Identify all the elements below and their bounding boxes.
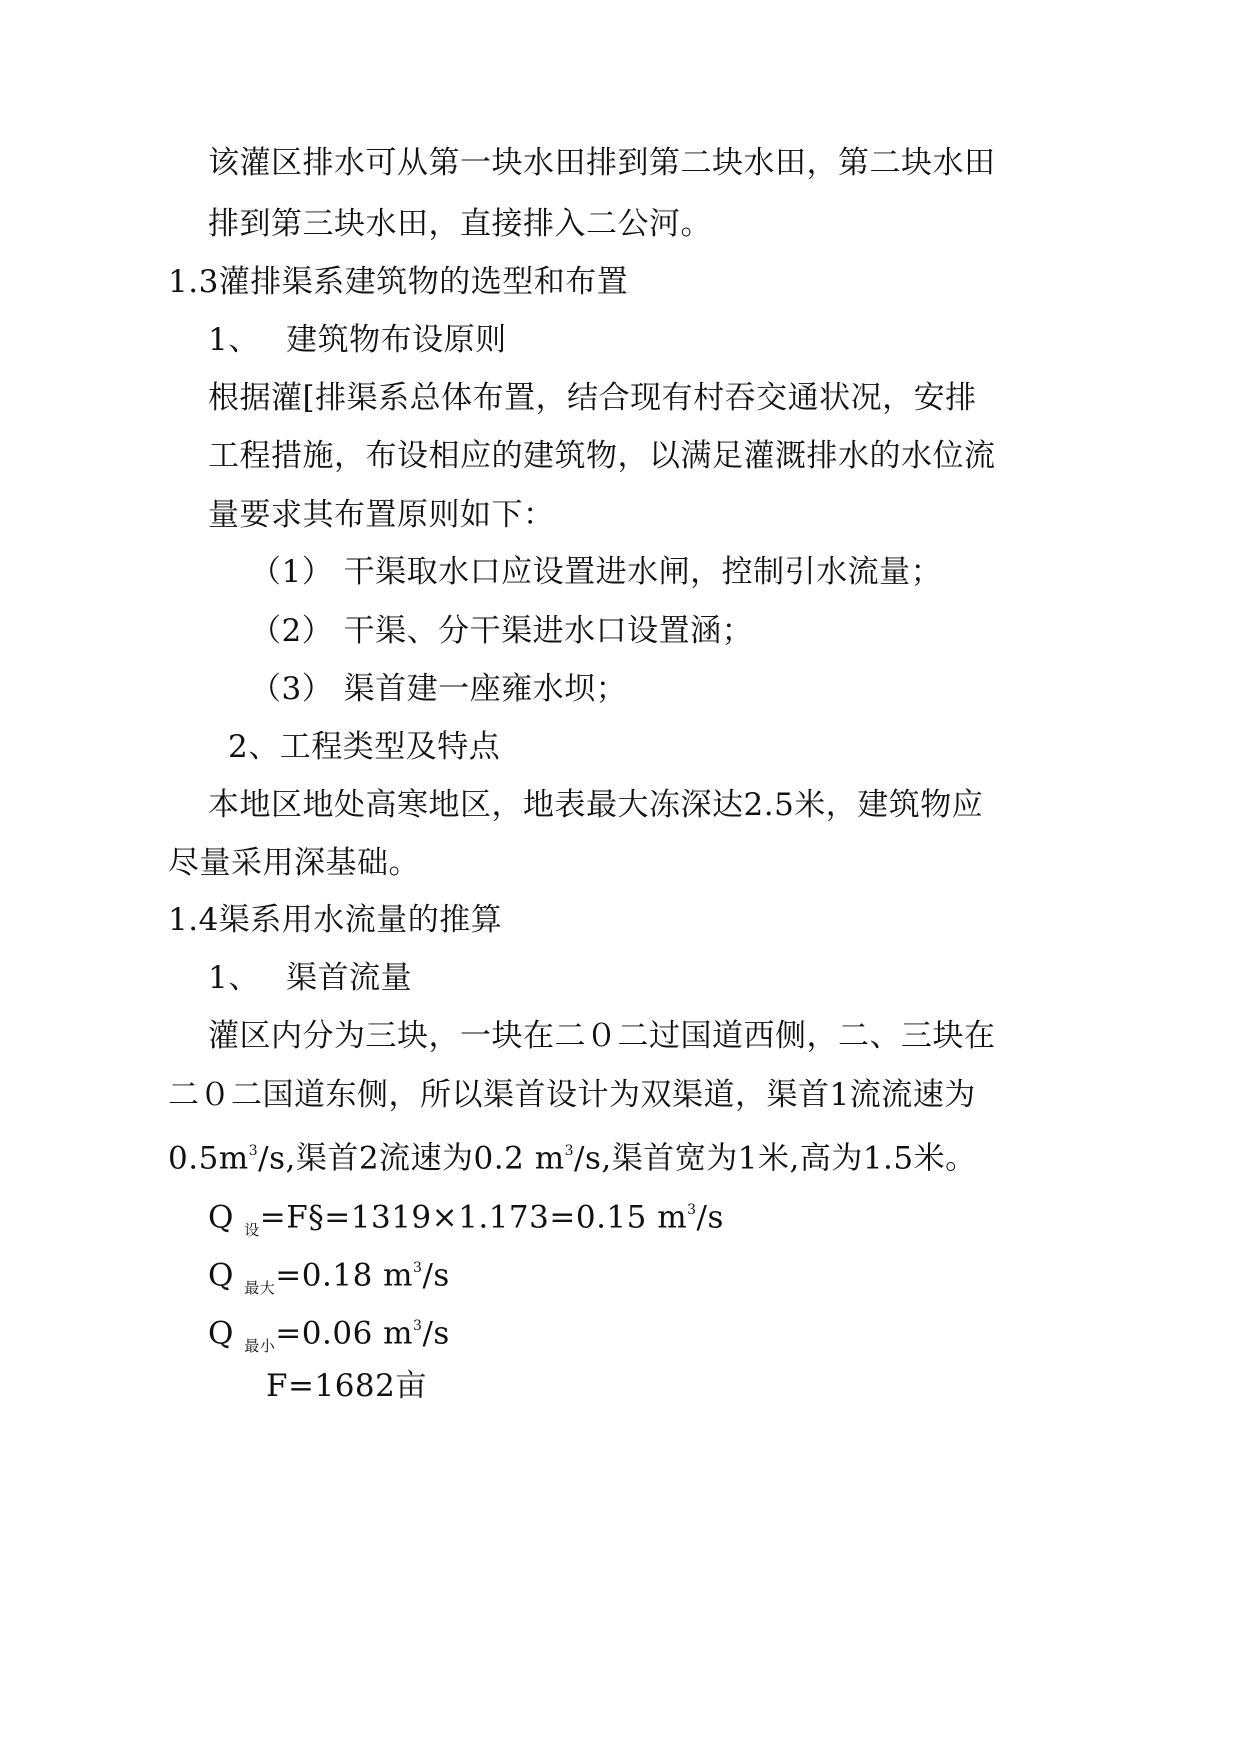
list-item-project-types: 2、工程类型及特点 [228, 729, 501, 765]
superscript-3: 3 [413, 1260, 423, 1276]
superscript-3: 3 [413, 1318, 423, 1334]
paragraph-4-line-1: 灌区内分为三块，一块在二０二过国道西侧，二、三块在 [208, 1018, 996, 1054]
paragraph-4-line-3 [168, 1133, 977, 1178]
formula-area: F=1682亩 [266, 1368, 427, 1404]
q-subscript-max: 最大 [244, 1279, 276, 1298]
principle-item-3: （3） 渠首建一座雍水坝； [250, 671, 628, 707]
formula-q-min [208, 1308, 450, 1358]
q-symbol: Q [208, 1257, 234, 1294]
q-subscript-design: 设 [244, 1221, 260, 1240]
superscript-3: 3 [564, 1143, 575, 1159]
formula-q-design [208, 1192, 724, 1242]
section-heading-1-4: 1.4渠系用水流量的推算 [168, 902, 503, 938]
principle-item-2: （2） 干渠、分干渠进水口设置涵； [250, 613, 754, 649]
q-symbol: Q [208, 1315, 234, 1352]
paragraph-1-line-1: 该灌区排水可从第一块水田排到第二块水田，第二块水田 [208, 145, 996, 181]
paragraph-2-line-1: 根据灌[排渠系总体布置，结合现有村吞交通状况，安排 [208, 380, 977, 416]
list-item-principles: 1、 建筑物布设原则 [208, 322, 507, 358]
unit-per-second: /s [422, 1315, 450, 1352]
paragraph-2-line-2: 工程措施，布设相应的建筑物，以满足灌溉排水的水位流 [208, 438, 996, 474]
q-max-expression: =0.18 m [275, 1257, 414, 1294]
principle-item-1: （1） 干渠取水口应设置进水闸，控制引水流量； [250, 554, 943, 590]
unit-per-second: /s [696, 1199, 724, 1236]
q-min-expression: =0.06 m [275, 1315, 414, 1352]
flow-text-c: /s,渠首宽为1米,高为1.5米。 [574, 1140, 977, 1177]
flow-text-a: 0.5m [168, 1140, 249, 1177]
q-subscript-min: 最小 [244, 1337, 276, 1356]
paragraph-4-line-2: 二０二国道东侧，所以渠首设计为双渠道，渠首1流流速为 [168, 1077, 976, 1113]
q-symbol: Q [208, 1199, 234, 1236]
paragraph-1-line-2: 排到第三块水田，直接排入二公河。 [208, 206, 712, 242]
superscript-3: 3 [248, 1143, 259, 1159]
paragraph-3-line-1: 本地区地处高寒地区，地表最大冻深达2.5米，建筑物应 [208, 787, 984, 823]
formula-q-max [208, 1250, 450, 1300]
q-design-expression: =F§=1319×1.173=0.15 m [259, 1199, 688, 1236]
paragraph-2-line-3: 量要求其布置原则如下： [208, 497, 555, 533]
list-item-head-flow: 1、 渠首流量 [208, 960, 413, 996]
section-heading-1-3: 1.3灌排渠系建筑物的选型和布置 [168, 264, 629, 300]
superscript-3: 3 [687, 1202, 697, 1218]
unit-per-second: /s [422, 1257, 450, 1294]
flow-text-b: /s,渠首2流速为0.2 m [258, 1140, 565, 1177]
paragraph-3-line-2: 尽量采用深基础。 [168, 845, 420, 881]
